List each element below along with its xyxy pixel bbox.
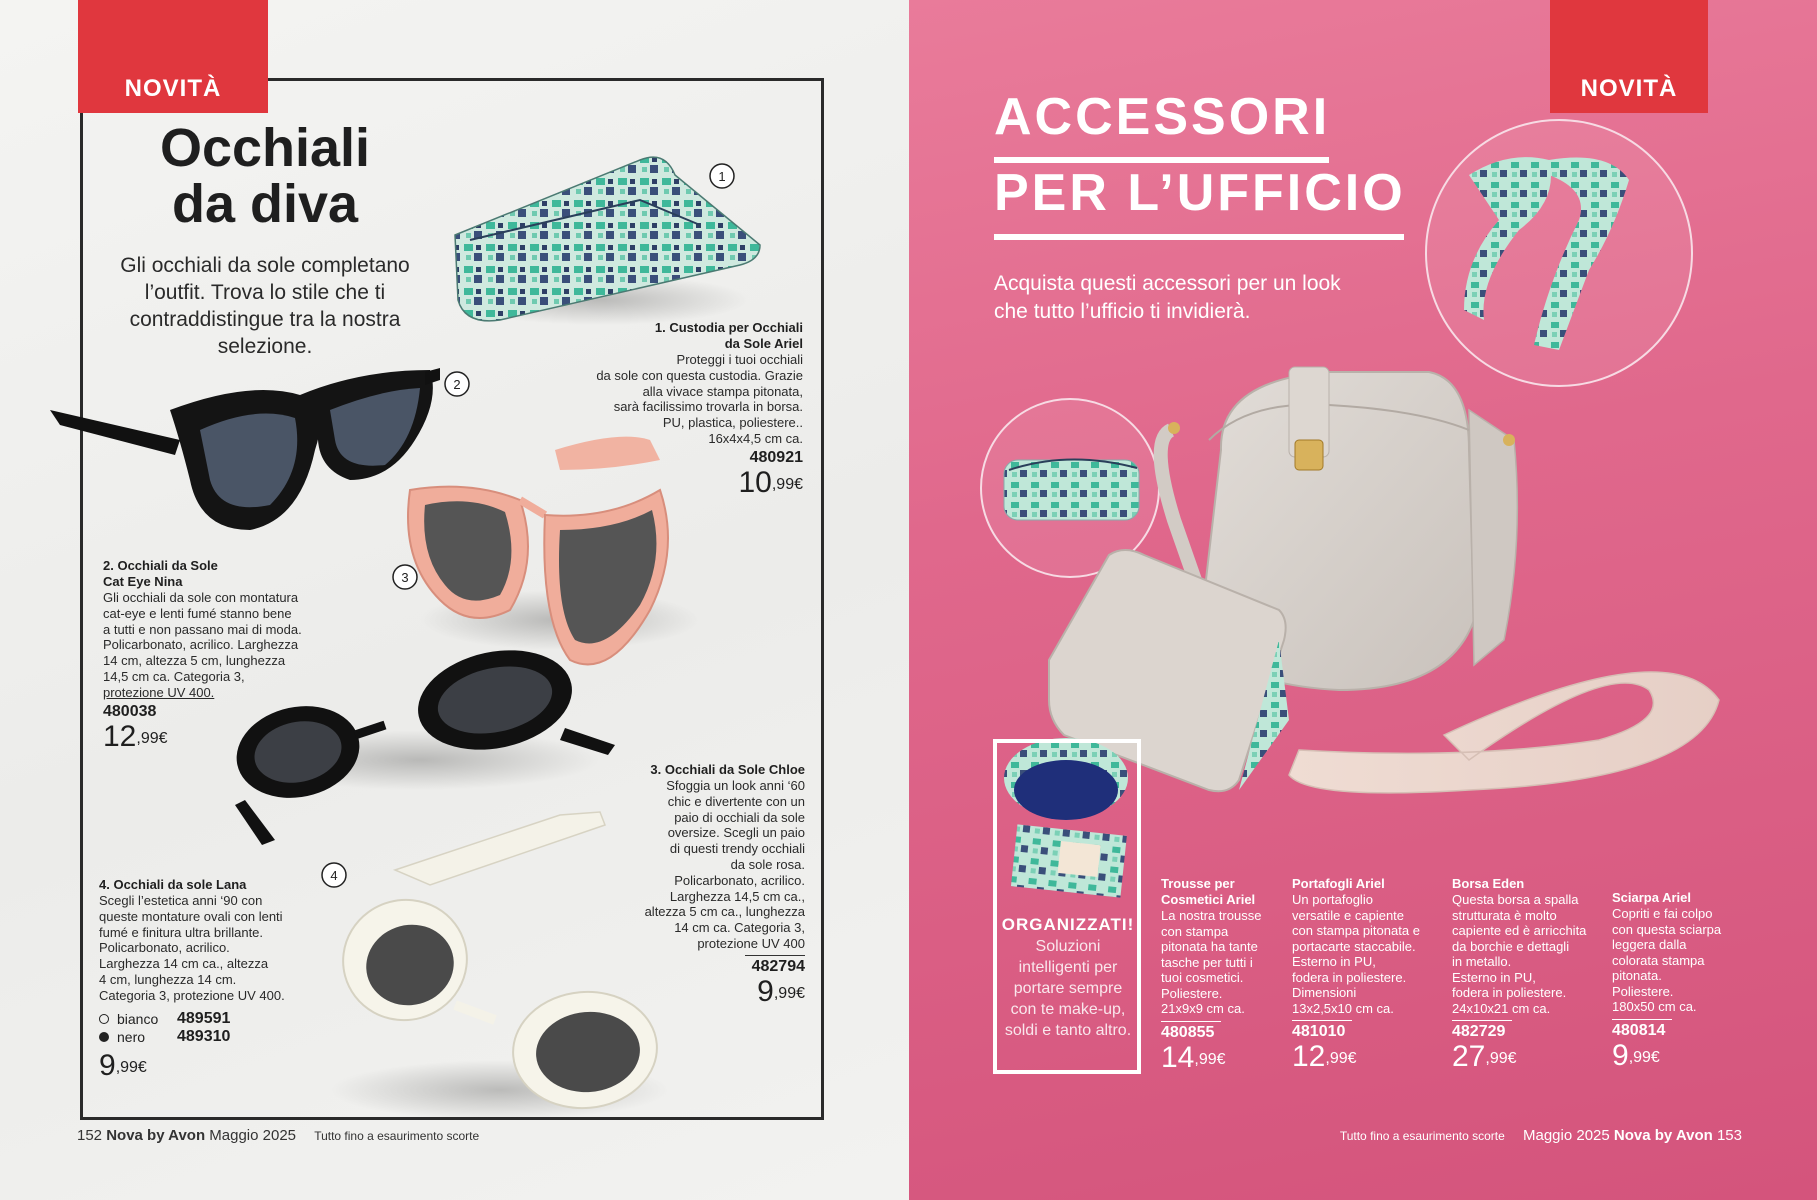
trousse-title-2: Cosmetici Ariel	[1161, 892, 1256, 907]
item-3-price-int: 9	[757, 974, 774, 1008]
trousse-desc-2: con stampa	[1161, 923, 1229, 939]
trousse-desc-5: tuoi cosmetici.	[1161, 970, 1244, 985]
item-4-desc-5: Larghezza 14 cm ca., altezza	[99, 956, 269, 972]
title-line-1: Occhiali	[159, 118, 371, 178]
item-1-price-dec: ,99€	[771, 475, 803, 493]
month-left: Maggio 2025	[209, 1127, 297, 1144]
item-4-desc-7: Categoria 3, protezione UV 400.	[99, 987, 285, 1003]
borsa-desc-5: in metallo.	[1452, 954, 1512, 969]
stock-note-right: Tutto fino a esaurimento scorte	[1339, 1129, 1505, 1143]
borsa-desc-6: Esterno in PU,	[1452, 969, 1536, 985]
item-3-desc-11: protezione UV 400	[697, 935, 805, 951]
item-1-price	[575, 467, 803, 499]
portafogli-desc-4: portacarte staccabile.	[1292, 938, 1416, 954]
item-4-price-dec: ,99€	[115, 1058, 147, 1076]
portafogli-desc-8: 13x2,5x10 cm ca.	[1292, 1000, 1394, 1016]
trousse-code: 480855	[1161, 1023, 1215, 1041]
borsa-desc-1: Questa borsa a spalla	[1452, 892, 1579, 907]
svg-text:3: 3	[401, 570, 409, 585]
variant-row-nero	[99, 1028, 319, 1046]
item-2-price	[103, 721, 333, 753]
item-4-title: 4. Occhiali da sole Lana	[99, 877, 247, 892]
svg-text:1: 1	[718, 169, 726, 184]
trousse-price-int: 14	[1161, 1040, 1195, 1074]
sciarpa-code: 480814	[1612, 1021, 1666, 1039]
item-4-desc-3: fumé e finitura ultra brillante.	[99, 924, 264, 940]
portafogli-desc-5: Esterno in PU,	[1292, 954, 1376, 969]
sciarpa-desc-1: Copriti e fai colpo	[1612, 906, 1713, 921]
trousse-desc-3: pitonata ha tante	[1161, 939, 1258, 954]
item-2-desc-5: 14 cm, altezza 5 cm, lunghezza	[103, 653, 286, 669]
item-1-title-2: da Sole Ariel	[724, 336, 803, 351]
brand-right: Nova by Avon	[1613, 1127, 1713, 1144]
item-3-desc-9: altezza 5 cm ca., lunghezza	[644, 904, 805, 920]
trousse-desc-7: 21x9x9 cm ca.	[1161, 1001, 1245, 1016]
variant-code-bianco: 489591	[177, 1009, 231, 1027]
product-trousse	[1161, 876, 1276, 1074]
item-3-desc-2: chic e divertente con un	[667, 793, 805, 809]
page-title	[120, 120, 410, 232]
scarf-photo	[1426, 120, 1692, 386]
item-2-desc-1: Gli occhiali da sole con montatura	[103, 590, 299, 605]
portafogli-desc-2: versatile e capiente	[1292, 907, 1405, 923]
sciarpa-desc-6: Poliestere.	[1612, 983, 1674, 999]
sciarpa-desc-4: colorata stampa	[1612, 952, 1705, 968]
item-1-block	[575, 320, 803, 499]
item-4-desc-1: Scegli l’estetica anni ‘90 con	[99, 893, 263, 908]
item-2-price-int: 12	[103, 719, 137, 753]
brand-left: Nova by Avon	[106, 1127, 206, 1144]
portafogli-code: 481010	[1292, 1023, 1346, 1040]
variant-color-nero: nero	[117, 1028, 146, 1045]
variant-row-bianco	[99, 1010, 319, 1028]
borsa-desc-2: strutturata è molto	[1452, 907, 1557, 923]
num-4-circle	[322, 863, 346, 887]
item-2-price-dec: ,99€	[136, 729, 168, 747]
item-2-desc-7: protezione UV 400.	[103, 684, 215, 700]
item-3-desc-4: oversize. Scegli un paio	[667, 825, 805, 841]
portafogli-price	[1292, 1041, 1442, 1073]
item-4-desc-2: queste montature ovali con lenti	[99, 908, 283, 924]
product-sciarpa	[1612, 890, 1742, 1072]
right-page	[909, 0, 1817, 1200]
borsa-price-dec: ,99€	[1485, 1050, 1517, 1067]
svg-text:2: 2	[453, 377, 461, 392]
borsa-title: Borsa Eden	[1452, 876, 1525, 891]
item-3-price-dec: ,99€	[773, 984, 805, 1002]
item-2-desc-4: Policarbonato, acrilico. Larghezza	[103, 637, 299, 653]
portafogli-price-int: 12	[1292, 1040, 1326, 1073]
item-3-price	[600, 976, 805, 1008]
borsa-desc-7: fodera in poliestere.	[1452, 985, 1567, 1000]
item-3-block	[600, 762, 805, 1008]
item-2-title-1: 2. Occhiali da Sole	[103, 558, 218, 573]
intro-text: Gli occhiali da sole completano l’outfit. Trova lo stile che ti contraddistingue tra la nostra selezione.	[120, 254, 410, 358]
badge-label: NOVITÀ	[124, 75, 222, 102]
month-right: Maggio 2025	[1522, 1127, 1610, 1144]
portafogli-desc-6: fodera in poliestere.	[1292, 969, 1407, 985]
portafogli-divider	[1292, 1020, 1352, 1021]
item-2-desc-2: cat-eye e lenti fumé stanno bene	[103, 605, 292, 621]
left-footer	[77, 1127, 479, 1144]
item-2-desc-6: 14,5 cm ca. Categoria 3,	[103, 668, 245, 684]
page-number-left: 152	[77, 1127, 103, 1144]
title-right-line-2: PER L’UFFICIO	[994, 164, 1406, 222]
item-1-desc-5: PU, plastica, poliestere..	[662, 415, 803, 431]
trousse-desc-4: tasche per tutti i	[1161, 954, 1253, 970]
item-1-desc-1: Proteggi i tuoi occhiali	[676, 352, 803, 367]
right-footer	[1340, 1127, 1742, 1144]
svg-text:4: 4	[330, 868, 338, 883]
item-4-price-int: 9	[99, 1048, 116, 1082]
borsa-desc-4: da borchie e dettagli	[1452, 938, 1570, 954]
cat-eye-glasses-photo	[50, 368, 440, 530]
variant-code-nero: 489310	[177, 1027, 231, 1045]
item-2-block	[103, 558, 333, 753]
item-3-desc-6: da sole rosa.	[730, 856, 805, 872]
white-dot-icon	[99, 1014, 109, 1024]
item-1-code: 480921	[749, 448, 803, 466]
title-line-2: da diva	[171, 174, 359, 234]
trousse-desc-6: Poliestere.	[1161, 985, 1223, 1001]
item-1-desc-6: 16x4x4,5 cm ca.	[708, 430, 803, 446]
borsa-price	[1452, 1041, 1602, 1073]
item-3-desc-8: Larghezza 14,5 cm ca.,	[669, 888, 805, 904]
intro-text-right: Acquista questi accessori per un look che tutto l’ufficio ti invidierà.	[994, 272, 1341, 323]
sciarpa-desc-2: con questa sciarpa	[1612, 921, 1722, 937]
trousse-title-1: Trousse per	[1161, 876, 1235, 891]
product-borsa	[1452, 876, 1602, 1073]
num-2-circle	[445, 372, 469, 396]
item-1-price-int: 10	[738, 465, 772, 499]
trousse-desc-1: La nostra trousse	[1161, 908, 1262, 923]
borsa-price-int: 27	[1452, 1040, 1486, 1073]
item-4-desc-6: 4 cm, lunghezza 14 cm.	[99, 971, 237, 987]
num-3-circle	[393, 565, 417, 589]
variant-color-bianco: bianco	[117, 1010, 159, 1027]
page-number-right: 153	[1716, 1127, 1742, 1144]
item-1-desc-2: da sole con questa custodia. Grazie	[596, 367, 803, 383]
trousse-price	[1161, 1042, 1276, 1074]
black-dot-icon	[99, 1032, 109, 1042]
item-3-code: 482794	[751, 957, 805, 975]
item-3-desc-7: Policarbonato, acrilico.	[674, 872, 805, 888]
sciarpa-title: Sciarpa Ariel	[1612, 890, 1692, 905]
num-1-circle	[710, 164, 734, 188]
stock-note-left: Tutto fino a esaurimento scorte	[314, 1129, 480, 1143]
item-2-code: 480038	[103, 702, 157, 720]
item-2-title-2: Cat Eye Nina	[103, 574, 183, 589]
item-1-desc-4: sarà facilissimo trovarla in borsa.	[613, 399, 803, 415]
item-3-divider	[745, 955, 805, 956]
portafogli-desc-3: con stampa pitonata e	[1292, 923, 1420, 938]
sciarpa-price	[1612, 1040, 1742, 1072]
product-portafogli	[1292, 876, 1442, 1073]
item-2-desc-3: a tutti e non passano mai di moda.	[103, 621, 302, 637]
portafogli-title: Portafogli Ariel	[1292, 876, 1385, 891]
badge-label-right: NOVITÀ	[1580, 75, 1678, 102]
item-4-block	[99, 877, 319, 1082]
item-3-desc-3: paio di occhiali da sole	[674, 809, 805, 825]
item-3-desc-10: 14 cm ca. Categoria 3,	[674, 920, 805, 936]
item-4-price	[99, 1050, 319, 1082]
trousse-divider	[1161, 1021, 1221, 1022]
title-right-line-1: ACCESSORI	[994, 88, 1331, 146]
sciarpa-divider	[1612, 1019, 1672, 1020]
sciarpa-price-int: 9	[1612, 1038, 1629, 1072]
trousse-price-dec: ,99€	[1194, 1050, 1226, 1068]
item-3-desc-1: Sfoggia un look anni ‘60	[666, 778, 805, 793]
borsa-code: 482729	[1452, 1023, 1506, 1040]
title-underline-1	[994, 157, 1329, 163]
sciarpa-desc-3: leggera dalla	[1612, 937, 1687, 952]
organizer-title: ORGANIZZATI!	[1001, 915, 1135, 934]
item-1-desc-3: alla vivace stampa pitonata,	[642, 383, 803, 399]
item-1-title-1: 1. Custodia per Occhiali	[654, 320, 803, 335]
borsa-desc-8: 24x10x21 cm ca.	[1452, 1000, 1551, 1016]
organizer-desc: Soluzioni intelligenti per portare sempre con te make-up, soldi e tanto altro.	[1004, 938, 1132, 1039]
borsa-divider	[1452, 1020, 1512, 1021]
title-underline-2	[994, 234, 1404, 240]
item-3-desc-5: di questi trendy occhiali	[669, 841, 805, 857]
sciarpa-price-dec: ,99€	[1628, 1048, 1660, 1066]
portafogli-desc-1: Un portafoglio	[1292, 892, 1373, 907]
borsa-desc-3: capiente ed è arricchita	[1452, 923, 1587, 938]
page-title-right	[994, 88, 1406, 222]
item-3-title: 3. Occhiali da Sole Chloe	[650, 762, 805, 777]
sciarpa-desc-5: pitonata.	[1612, 968, 1662, 983]
portafogli-price-dec: ,99€	[1325, 1050, 1357, 1067]
item-4-desc-4: Policarbonato, acrilico.	[99, 940, 230, 956]
portafogli-desc-7: Dimensioni	[1292, 985, 1357, 1000]
sciarpa-desc-7: 180x50 cm ca.	[1612, 999, 1697, 1014]
